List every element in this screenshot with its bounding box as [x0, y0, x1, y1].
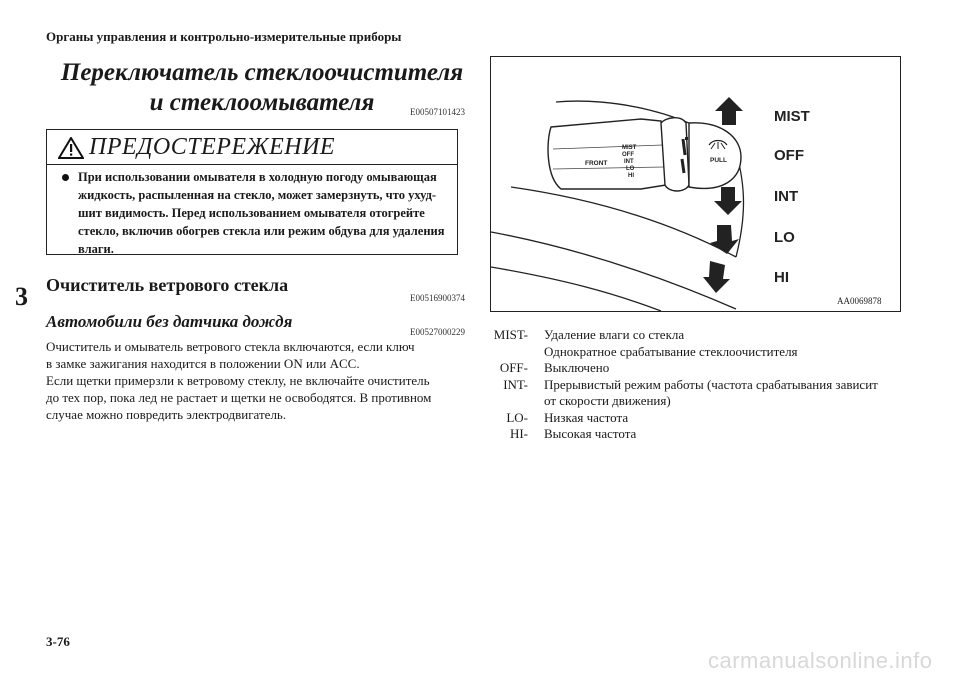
- label-hi: HI: [774, 269, 789, 286]
- bullet-icon: [62, 174, 69, 181]
- stalk-label-lo: LO: [626, 166, 635, 172]
- wiper-switch-figure: [490, 56, 901, 312]
- warning-line: шит видимость. Перед использованием омывателя отогрейте: [78, 206, 425, 220]
- body-line: Если щетки примерзли к ветровому стеклу, не включайте очиститель: [46, 373, 430, 388]
- warning-title: ПРЕДОСТЕРЕЖЕНИЕ: [89, 134, 336, 160]
- legend-item: [486, 426, 936, 443]
- legend-line: Удаление влаги со стекла: [544, 327, 685, 342]
- body-line: случае можно повредить электродвигатель.: [46, 407, 287, 422]
- warning-box: [46, 129, 458, 255]
- legend-key: HI-: [509, 426, 528, 441]
- warning-line: При использовании омывателя в холодную погоду омывающая: [78, 170, 437, 184]
- legend-description: [544, 426, 924, 443]
- body-line: до тех пор, пока лед не растает и щетки не освободятся. В противном: [46, 390, 432, 405]
- body-line: Очиститель и омыватель ветрового стекла включаются, если ключ: [46, 339, 415, 354]
- warning-text: [78, 168, 446, 258]
- section-title: Очиститель ветрового стекла: [46, 275, 289, 295]
- section-code: E00516900374: [410, 293, 465, 303]
- page-title-line-1: Переключатель стеклоочистителя: [60, 59, 464, 86]
- legend-description: [544, 360, 924, 377]
- subsection-code: E00527000229: [410, 327, 465, 337]
- legend-description: [544, 327, 924, 360]
- legend-key: MIST-: [493, 327, 528, 342]
- legend-key: OFF-: [499, 360, 528, 375]
- legend-item: [486, 410, 936, 427]
- wiper-stalk-illustration: [491, 57, 900, 311]
- legend-description: [544, 410, 924, 427]
- lo-arrow-icon: [710, 225, 739, 254]
- warning-header: [47, 130, 457, 165]
- stalk-label-off: OFF: [622, 152, 634, 158]
- stalk-label-mist: MIST: [622, 145, 637, 151]
- legend-item: [486, 360, 936, 377]
- warning-line: стекло, включив обогрев стекла или режим обдува для удаления: [78, 224, 445, 238]
- running-header: Органы управления и контрольно-измерительные приборы: [46, 29, 402, 44]
- legend-key: LO-: [506, 409, 528, 425]
- legend-list: [486, 327, 936, 443]
- stalk-label-hi: HI: [628, 173, 634, 179]
- subsection-title: Автомобили без датчика дождя: [46, 312, 293, 331]
- mist-arrow-icon: [715, 97, 743, 125]
- stalk-label-front: FRONT: [585, 160, 608, 167]
- watermark[interactable]: carmanualsonline.info: [708, 648, 933, 673]
- title-code: E00507101423: [410, 107, 465, 117]
- legend-description: [544, 377, 924, 410]
- label-lo: LO: [774, 229, 795, 246]
- legend-item: [486, 327, 936, 360]
- body-line: в замке зажигания находится в положении ON или ACC.: [46, 356, 360, 371]
- label-mist: MIST: [774, 108, 810, 125]
- legend-line: Выключено: [544, 360, 610, 375]
- chapter-tab: 3: [15, 282, 28, 311]
- legend-line: от скорости движения): [544, 393, 671, 408]
- legend-item: [486, 377, 936, 410]
- page-title-line-2: и стеклоомывателя: [149, 89, 375, 116]
- legend-line: Прерывистый режим работы (частота срабатывания зависит: [544, 376, 878, 392]
- warning-triangle-icon: [58, 137, 84, 159]
- legend-line: Низкая частота: [544, 409, 629, 425]
- page-number: 3-76: [46, 634, 70, 649]
- legend-line: Однократное срабатывание стеклоочистителя: [544, 343, 798, 359]
- label-int: INT: [774, 188, 799, 205]
- label-off: OFF: [774, 147, 804, 164]
- pull-label: PULL: [710, 157, 727, 164]
- legend-line: Высокая частота: [544, 426, 637, 441]
- hi-arrow-icon: [703, 261, 730, 293]
- figure-code: AA0069878: [837, 296, 882, 306]
- body-text: [46, 338, 466, 423]
- warning-line: жидкость, распыленная на стекло, может замерзнуть, что ухуд-: [78, 188, 437, 202]
- int-arrow-icon: [714, 187, 742, 215]
- stalk-label-int: INT: [624, 159, 634, 165]
- legend-key: INT-: [503, 376, 528, 392]
- warning-line: влаги.: [78, 242, 114, 256]
